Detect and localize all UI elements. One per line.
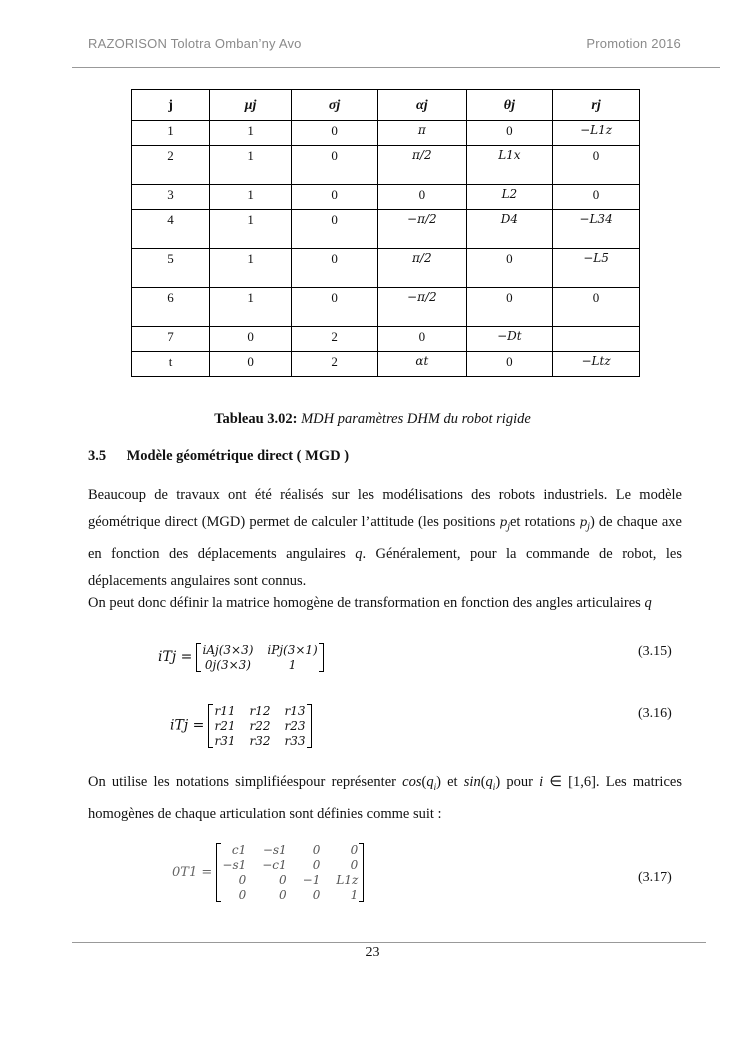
- page-number: 23: [365, 945, 380, 960]
- matrix: [196, 643, 323, 672]
- paragraph-text: ) de chaque axe en fonction des déplacements angulaires: [88, 514, 682, 563]
- table-cell: 1: [132, 121, 210, 146]
- matrix-cell: L1z: [336, 873, 359, 887]
- table-cell: L2: [466, 185, 552, 210]
- table-cell: t: [132, 352, 210, 377]
- header-author: RAZORISON Tolotra Omban’ny Avo: [88, 36, 302, 51]
- footer-rule: [72, 942, 706, 943]
- matrix-cell: r32: [249, 734, 271, 748]
- equation-number: (3.17): [638, 870, 672, 885]
- math-q: q: [355, 546, 363, 563]
- matrix-cell: r22: [249, 719, 271, 733]
- table-caption: [0, 411, 745, 428]
- equation-number: (3.15): [638, 644, 672, 659]
- matrix-cell: r13: [284, 704, 306, 718]
- table-row: [132, 327, 640, 352]
- matrix-cell: 0: [350, 858, 359, 872]
- section-number: 3.5: [88, 448, 107, 464]
- matrix-cell: c1: [231, 843, 247, 857]
- col-header-theta: θj: [466, 90, 552, 121]
- table-cell: −L34: [553, 210, 640, 249]
- table-cell: αt: [378, 352, 467, 377]
- table-cell: −π/2: [378, 210, 467, 249]
- equation-number: (3.16): [638, 706, 672, 721]
- table-cell: 1: [210, 146, 292, 185]
- matrix-cell: 0: [279, 873, 287, 887]
- table-cell: 1: [210, 288, 292, 327]
- table-cell: 0: [292, 146, 378, 185]
- matrix-cell: −c1: [262, 858, 287, 872]
- table-cell: 4: [132, 210, 210, 249]
- table-cell: 0: [292, 288, 378, 327]
- paragraph-text: pour: [506, 774, 533, 790]
- equation-lhs: iTj =: [158, 649, 193, 665]
- table-cell: −L5: [553, 249, 640, 288]
- equation-3-16: [170, 704, 312, 748]
- dhm-parameter-table: [131, 89, 640, 377]
- table-cell: D4: [466, 210, 552, 249]
- matrix-cell: 0: [238, 888, 247, 902]
- section-title: Modèle géométrique direct ( MGD ): [126, 448, 350, 464]
- header-rule: [72, 67, 720, 68]
- table-cell: 1: [210, 249, 292, 288]
- table-row: [132, 352, 640, 377]
- table-cell: 0: [292, 185, 378, 210]
- table-cell: 1: [210, 121, 292, 146]
- paragraph-homogeneous-matrix: [88, 590, 682, 617]
- matrix-cell: r12: [249, 704, 271, 718]
- paragraph-text: On peut donc définir la matrice homogène de transformation en fonction des angles articulaires: [88, 595, 641, 611]
- matrix-cell: 1: [350, 888, 359, 902]
- matrix-cell: 0: [350, 843, 359, 857]
- math-i: i: [539, 774, 544, 790]
- table-row: [132, 185, 640, 210]
- table-cell: 0: [466, 288, 552, 327]
- table-cell: 0: [292, 121, 378, 146]
- matrix-cell: 0: [279, 888, 287, 902]
- table-cell: 2: [292, 327, 378, 352]
- equation-3-15: [158, 643, 324, 672]
- matrix-cell: 0: [312, 843, 321, 857]
- col-header-alpha: αj: [378, 90, 467, 121]
- paragraph-text: [1,6]. Les matrices homogènes de chaque articulation sont définies comme suit :: [88, 774, 682, 822]
- paragraph-text: et: [447, 774, 458, 790]
- table-cell: −L1z: [553, 121, 640, 146]
- section-heading: [88, 448, 349, 465]
- matrix-cell: iPj(3×1): [267, 643, 318, 657]
- table-cell: 0: [210, 352, 292, 377]
- caption-text: MDH paramètres DHM du robot rigide: [301, 411, 531, 427]
- matrix-cell: 0: [312, 858, 321, 872]
- table-cell: 0: [553, 288, 640, 327]
- table-cell: −Dt: [466, 327, 552, 352]
- table-cell: L1x: [466, 146, 552, 185]
- paragraph-text: On utilise les notations simplifiéespour représenter: [88, 774, 396, 790]
- matrix-cell: r21: [214, 719, 236, 733]
- table-cell: 0: [466, 121, 552, 146]
- header-promotion: Promotion 2016: [586, 36, 681, 51]
- equation-lhs: 0T1 =: [172, 865, 213, 880]
- table-cell: 0: [378, 185, 467, 210]
- table-header-row: [132, 90, 640, 121]
- paragraph-notations: On utilise les notations simplifiéespour représenter $\cos(q_i)$ et $\sin(q_i)$ pour i ∈ [1,6]. Les matrices homogènes de chaque articulation sont définies comme suit :: [88, 774, 682, 822]
- equation-lhs: iTj =: [170, 717, 205, 734]
- matrix-cell: −1: [302, 873, 321, 887]
- table-cell: 2: [292, 352, 378, 377]
- matrix: [216, 843, 364, 902]
- table-cell: 0: [553, 185, 640, 210]
- table-cell: [553, 327, 640, 352]
- paragraph-mgd-intro: [88, 482, 682, 595]
- matrix-cell: iAj(3×3): [202, 643, 254, 657]
- math-q: q: [644, 595, 652, 611]
- matrix-cell: −s1: [262, 843, 287, 857]
- matrix-cell: 1: [288, 658, 297, 672]
- math-pj: $p_j$: [579, 515, 590, 533]
- matrix-cell: 0: [312, 888, 321, 902]
- table-row: [132, 146, 640, 185]
- col-header-r: rj: [553, 90, 640, 121]
- table-cell: 0: [292, 210, 378, 249]
- table-cell: 0: [553, 146, 640, 185]
- matrix-cell: r23: [284, 719, 306, 733]
- table-cell: 0: [466, 249, 552, 288]
- table-row: [132, 121, 640, 146]
- table-cell: 0: [210, 327, 292, 352]
- table-cell: π/2: [378, 249, 467, 288]
- math-sin: sin: [463, 774, 481, 790]
- matrix-cell: 0: [238, 873, 247, 887]
- table-cell: −Ltz: [553, 352, 640, 377]
- caption-label: Tableau 3.02:: [214, 411, 298, 427]
- col-header-j: j: [132, 90, 210, 121]
- table-cell: 1: [210, 185, 292, 210]
- paragraph-text: . Généralement, pour la commande de robot, les déplacements angulaires sont connus.: [88, 546, 682, 590]
- table-row: [132, 210, 640, 249]
- matrix-cell: r11: [214, 704, 236, 718]
- col-header-sigma: σj: [292, 90, 378, 121]
- matrix-cell: 0j(3×3): [204, 658, 251, 672]
- math-pj: $p_j$: [499, 515, 510, 533]
- table-cell: 0: [292, 249, 378, 288]
- table-cell: 6: [132, 288, 210, 327]
- matrix-cell: r31: [214, 734, 236, 748]
- table-cell: 0: [466, 352, 552, 377]
- table-cell: π: [378, 121, 467, 146]
- table-cell: 3: [132, 185, 210, 210]
- table-cell: 7: [132, 327, 210, 352]
- table-cell: 1: [210, 210, 292, 249]
- table-cell: 0: [378, 327, 467, 352]
- table-row: [132, 249, 640, 288]
- table-row: [132, 288, 640, 327]
- paragraph-text: Beaucoup de travaux ont été réalisés sur les modélisations des robots industriels. Le modèle géométrique direct (MGD) permet de calculer l’attitude (les positions: [88, 487, 682, 530]
- matrix-cell: r33: [284, 734, 306, 748]
- equation-3-17: [172, 843, 364, 902]
- matrix: [208, 704, 311, 748]
- col-header-mu: μj: [210, 90, 292, 121]
- table-cell: −π/2: [378, 288, 467, 327]
- table-cell: 2: [132, 146, 210, 185]
- paragraph-text: et rotations: [510, 514, 576, 530]
- table-cell: π/2: [378, 146, 467, 185]
- table-cell: 5: [132, 249, 210, 288]
- math-cos: cos: [402, 774, 422, 790]
- matrix-cell: −s1: [222, 858, 247, 872]
